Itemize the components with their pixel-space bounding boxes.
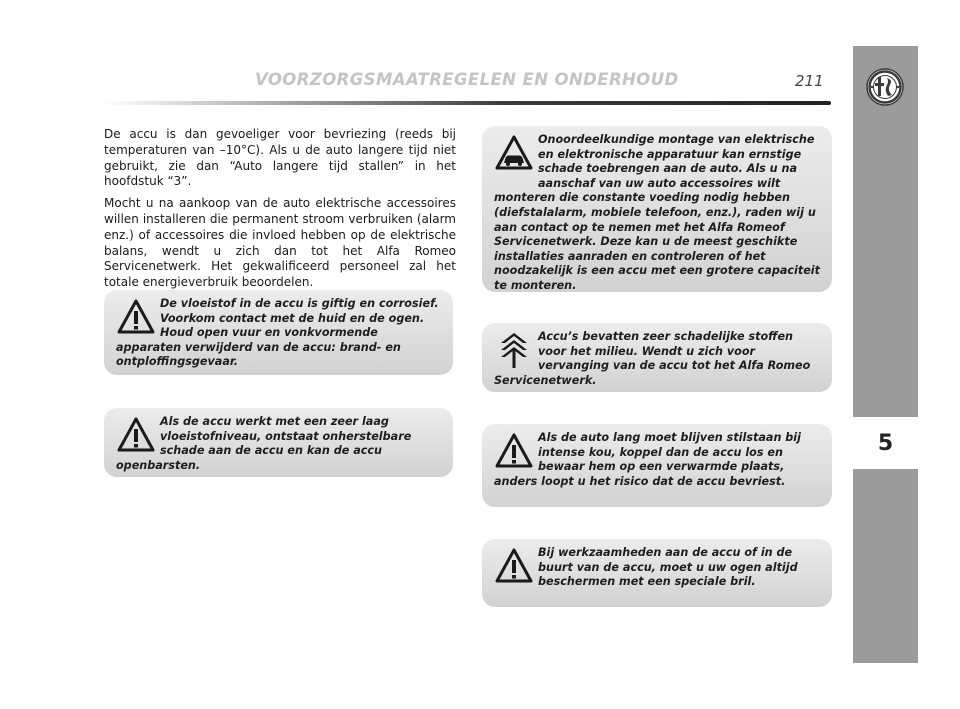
page-title: VOORZORGSMAATREGELEN EN ONDERHOUD (255, 70, 679, 89)
body-paragraph: De accu is dan gevoeliger voor bevriezing (reeds bij temperaturen van –10°C). Als u de auto langere tijd niet gebruikt, zie dan “Auto langere tijd stallen” in het hoofdstuk “3”. (104, 127, 456, 189)
eye-protection-warning-text: Bij werkzaamheden aan de accu of in de buurt van de accu, moet u uw ogen altijd beschermen met een speciale bril. (538, 546, 798, 589)
cold-storage-warning-box (482, 424, 832, 507)
body-text (104, 127, 456, 297)
chapter-tab[interactable] (853, 417, 918, 469)
alfa-romeo-logo-icon (866, 68, 904, 106)
installation-caution-text: Onoordeelkundige montage van elektrische en elektronische apparatuur kan ernstige schade toebrengen aan de auto. Als u na aanschaf van uw auto accessoires wilt monteren die constante voeding nodig hebben (diefstalalarm, mobiele telefoon, enz.), raden wij u aan contact op te nemen met het Alfa Romeof Servicenetwerk. Deze kan u de meest geschikte installaties aanraden en controleren of het noodzakelijk is een accu met een grotere capaciteit te monteren. (494, 133, 820, 292)
body-paragraph: Mocht u na aankoop van de auto elektrische accessoires willen installeren die permanent stroom verbruiken (alarm enz.) of accessoires die invloed hebben op de elektrische balans, wendt u zich dan tot het Alfa Romeo Servicenetwerk. Het gekwalificeerd personeel zal het totale energieverbruik beoordelen. (104, 196, 456, 290)
low-fluid-warning-box (104, 408, 453, 477)
chapter-number: 5 (877, 430, 894, 456)
low-fluid-warning-text: Als de accu werkt met een zeer laag vloeistofniveau, ontstaat onherstelbare schade aan de accu en kan de accu openbarsten. (116, 415, 412, 472)
environment-note-text: Accu’s bevatten zeer schadelijke stoffen voor het milieu. Wendt u zich voor vervanging van de accu tot het Alfa Romeo Servicenetwerk. (494, 330, 811, 387)
acid-warning-text: De vloeistof in de accu is giftig en corrosief. Voorkom contact met de huid en de ogen. Houd open vuur en vonkvormende apparaten verwijderd van de accu: brand- en ontploffingsgevaar. (116, 297, 439, 369)
cold-storage-warning-text: Als de auto lang moet blijven stilstaan bij intense kou, koppel dan de accu los en bewaar hem op een verwarmde plaats, anders loopt u het risico dat de accu bevriest. (494, 431, 801, 488)
acid-warning-box (104, 290, 453, 375)
header-rule (104, 101, 831, 105)
environment-note-box (482, 323, 832, 392)
chapter-side-tab (853, 46, 918, 663)
installation-caution-box (482, 126, 832, 292)
page-number: 211 (795, 72, 824, 90)
eye-protection-warning-box (482, 539, 832, 607)
